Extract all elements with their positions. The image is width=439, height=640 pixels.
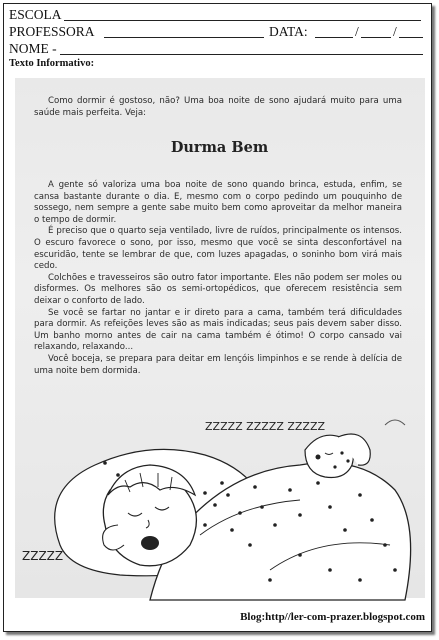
name-label: NOME - (9, 41, 57, 56)
intro-text (34, 96, 402, 119)
date-label: DATA: (269, 24, 308, 39)
sleeping-child-illustration (0, 395, 439, 605)
blog-footer: Blog:http//ler-com-prazer.blogspot.com (240, 611, 425, 623)
date-month-field[interactable] (361, 37, 391, 38)
date-day-field[interactable] (315, 37, 353, 38)
teacher-field[interactable] (104, 37, 264, 38)
article-body (34, 180, 402, 377)
article-title: Durma Bem (170, 139, 269, 156)
section-label: Texto Informativo: (9, 58, 95, 69)
body-paragraph: Se você se fartar no jantar e ir direto para a cama, também terá dificuldades para dormir. As refeições leves são as mais indicadas; seus pais devem saber disso. Um banho morno antes de cair na cama também é ótimo! O corpo cansado vai relaxando, relaxando... (34, 307, 402, 353)
date-separator: / (355, 24, 359, 39)
snore-text-left: ZZZZZ (22, 549, 64, 563)
body-paragraph: A gente só valoriza uma boa noite de sono quando brinca, estuda, enfim, se cansa bastante durante o dia. E, mesmo com o corpo pedindo um pouquinho de sossego, nem sempre a gente sabe muito bem como aproveitar da melhor maneira o tempo de dormir. (34, 180, 402, 225)
snore-text-right: ZZZZZ ZZZZZ ZZZZZ (205, 420, 326, 433)
name-field[interactable] (60, 54, 423, 55)
date-separator: / (393, 24, 397, 39)
school-label: ESCOLA (9, 7, 62, 22)
school-field[interactable] (64, 20, 421, 21)
body-paragraph: Você boceja, se prepara para deitar em lençóis limpinhos e se rende à delícia de uma noite bem dormida. (34, 353, 402, 376)
body-paragraph: Colchões e travesseiros são outro fator importante. Eles não podem ser moles ou disformes. Os melhores são os semi-ortopédicos, que oferecem resistência sem deixar o conforto de lado. (34, 272, 402, 306)
date-year-field[interactable] (399, 37, 423, 38)
body-paragraph: É preciso que o quarto seja ventilado, livre de ruídos, principalmente os intensos. O escuro favorece o sono, por isso, mesmo que você se sinta desconfortável na escuridão, tente se lembrar de que, com luzes apagadas, o soninho bom virá mais cedo. (34, 226, 402, 272)
teacher-label: PROFESSORA (9, 24, 95, 39)
intro-paragraph: Como dormir é gostoso, não? Uma boa noite de sono ajudará muito para uma saúde mais perfeita. Veja: (34, 96, 402, 118)
